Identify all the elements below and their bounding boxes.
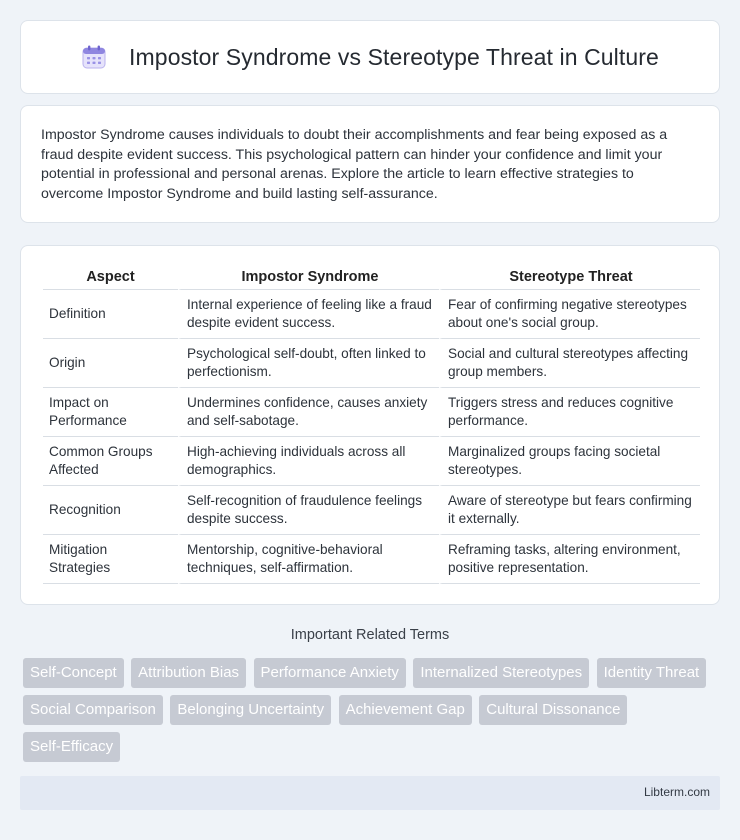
table-row	[43, 535, 700, 584]
footer	[20, 776, 720, 810]
tag-self-concept[interactable]: Self-Concept	[23, 658, 124, 688]
tag-achievement-gap[interactable]: Achievement Gap	[339, 695, 472, 725]
stereotype-cell: Marginalized groups facing societal stereotypes.	[439, 437, 700, 486]
aspect-cell: Common Groups Affected	[43, 437, 178, 486]
aspect-cell: Origin	[43, 339, 178, 388]
table-row	[43, 339, 700, 388]
aspect-cell: Definition	[43, 290, 178, 339]
stereotype-cell: Fear of confirming negative stereotypes about one's social group.	[439, 290, 700, 339]
calendar-icon	[81, 44, 107, 70]
stereotype-cell: Social and cultural stereotypes affecting group members.	[439, 339, 700, 388]
tag-social-comparison[interactable]: Social Comparison	[23, 695, 163, 725]
tag-performance-anxiety[interactable]: Performance Anxiety	[254, 658, 406, 688]
aspect-cell: Recognition	[43, 486, 178, 535]
impostor-cell: Psychological self-doubt, often linked to perfectionism.	[178, 339, 439, 388]
aspect-cell: Mitigation Strategies	[43, 535, 178, 584]
impostor-cell: Self-recognition of fraudulence feelings despite success.	[178, 486, 439, 535]
table-row	[43, 290, 700, 339]
table-row	[43, 437, 700, 486]
header-impostor-syndrome: Impostor Syndrome	[178, 264, 439, 290]
table-row	[43, 388, 700, 437]
comparison-table	[43, 264, 700, 584]
tag-identity-threat[interactable]: Identity Threat	[597, 658, 707, 688]
page-title: Impostor Syndrome vs Stereotype Threat in Culture	[129, 43, 659, 70]
table-header-row	[43, 264, 700, 290]
tag-belonging-uncertainty[interactable]: Belonging Uncertainty	[170, 695, 331, 725]
related-terms-list	[23, 658, 723, 769]
tag-self-efficacy[interactable]: Self-Efficacy	[23, 732, 120, 762]
related-terms-title: Important Related Terms	[290, 627, 450, 643]
tag-cultural-dissonance[interactable]: Cultural Dissonance	[479, 695, 627, 725]
table-row	[43, 486, 700, 535]
header-card	[20, 20, 720, 94]
stereotype-cell: Triggers stress and reduces cognitive performance.	[439, 388, 700, 437]
stereotype-cell: Reframing tasks, altering environment, positive representation.	[439, 535, 700, 584]
impostor-cell: Mentorship, cognitive-behavioral techniques, self-affirmation.	[178, 535, 439, 584]
stereotype-cell: Aware of stereotype but fears confirming it externally.	[439, 486, 700, 535]
intro-text: Impostor Syndrome causes individuals to doubt their accomplishments and fear being exposed as a fraud despite evident success. This psychological pattern can hinder your confidence and limit your potential in professional and personal arenas. Explore the article to learn effective strategies to overcome Impostor Syndrome and build lasting self-assurance.	[41, 127, 668, 202]
aspect-cell: Impact on Performance	[43, 388, 178, 437]
intro-card	[20, 105, 720, 223]
impostor-cell: Undermines confidence, causes anxiety and self-sabotage.	[178, 388, 439, 437]
header-stereotype-threat: Stereotype Threat	[439, 264, 700, 290]
impostor-cell: High-achieving individuals across all demographics.	[178, 437, 439, 486]
footer-brand-link[interactable]: Libterm.com	[643, 785, 710, 799]
impostor-cell: Internal experience of feeling like a fraud despite evident success.	[178, 290, 439, 339]
comparison-table-card	[20, 245, 720, 605]
tag-attribution-bias[interactable]: Attribution Bias	[131, 658, 246, 688]
header-aspect: Aspect	[43, 264, 178, 290]
tag-internalized-stereotypes[interactable]: Internalized Stereotypes	[413, 658, 589, 688]
